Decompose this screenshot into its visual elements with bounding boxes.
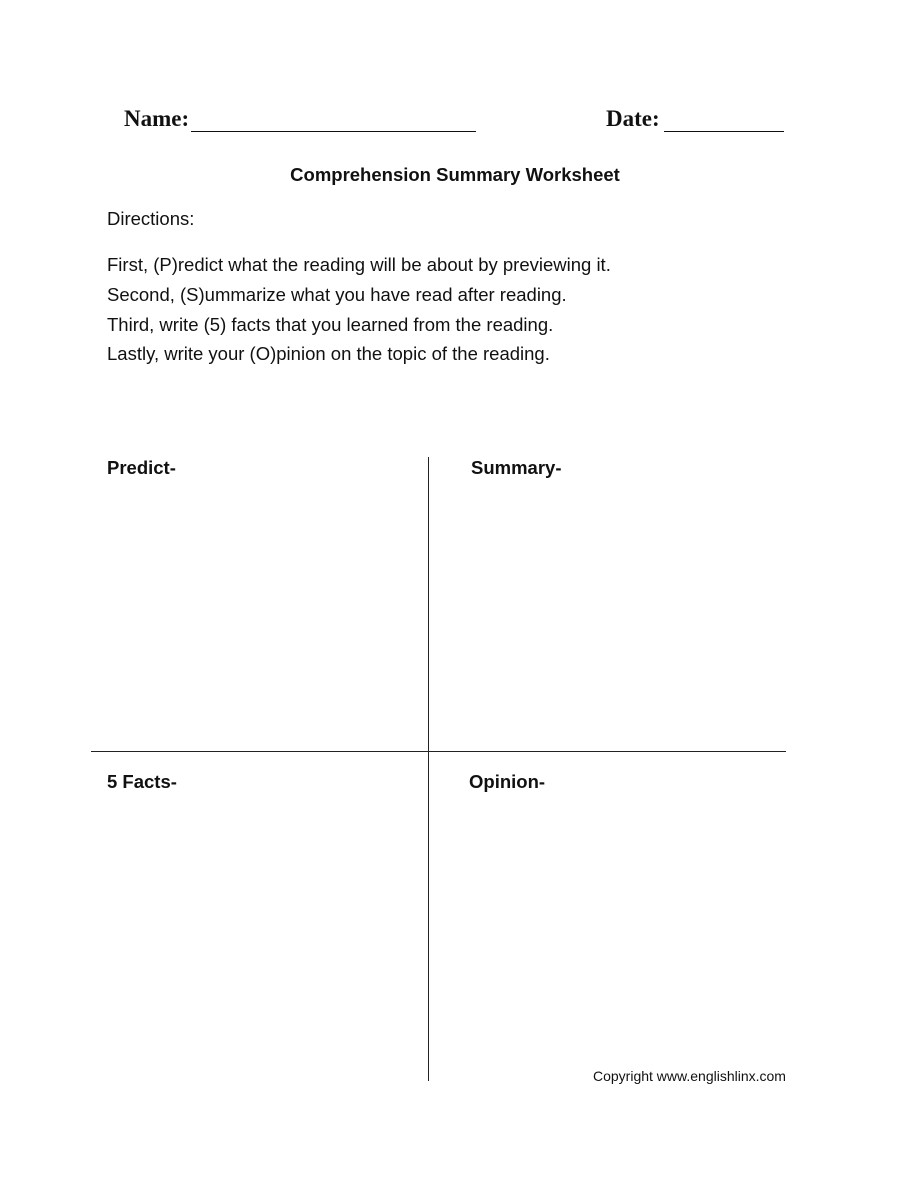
directions-label: Directions: xyxy=(107,208,195,229)
vertical-divider xyxy=(428,457,429,1081)
name-label: Name: xyxy=(124,106,190,131)
direction-line-facts: Third, write (5) facts that you learned from the reading. xyxy=(107,314,554,335)
date-field-line[interactable] xyxy=(664,131,784,132)
predict-quadrant-label: Predict- xyxy=(107,457,176,478)
horizontal-divider xyxy=(91,751,786,752)
facts-quadrant-label: 5 Facts- xyxy=(107,771,177,792)
direction-line-summarize: Second, (S)ummarize what you have read after reading. xyxy=(107,284,567,305)
summary-quadrant-label: Summary- xyxy=(471,457,562,478)
opinion-quadrant-label: Opinion- xyxy=(469,771,546,792)
name-field-line[interactable] xyxy=(191,131,476,132)
direction-line-opinion: Lastly, write your (O)pinion on the topic of the reading. xyxy=(107,343,550,364)
worksheet-title: Comprehension Summary Worksheet xyxy=(290,164,620,185)
copyright-notice: Copyright www.englishlinx.com xyxy=(593,1068,786,1084)
date-label: Date: xyxy=(606,106,660,131)
direction-line-predict: First, (P)redict what the reading will be about by previewing it. xyxy=(107,254,611,275)
